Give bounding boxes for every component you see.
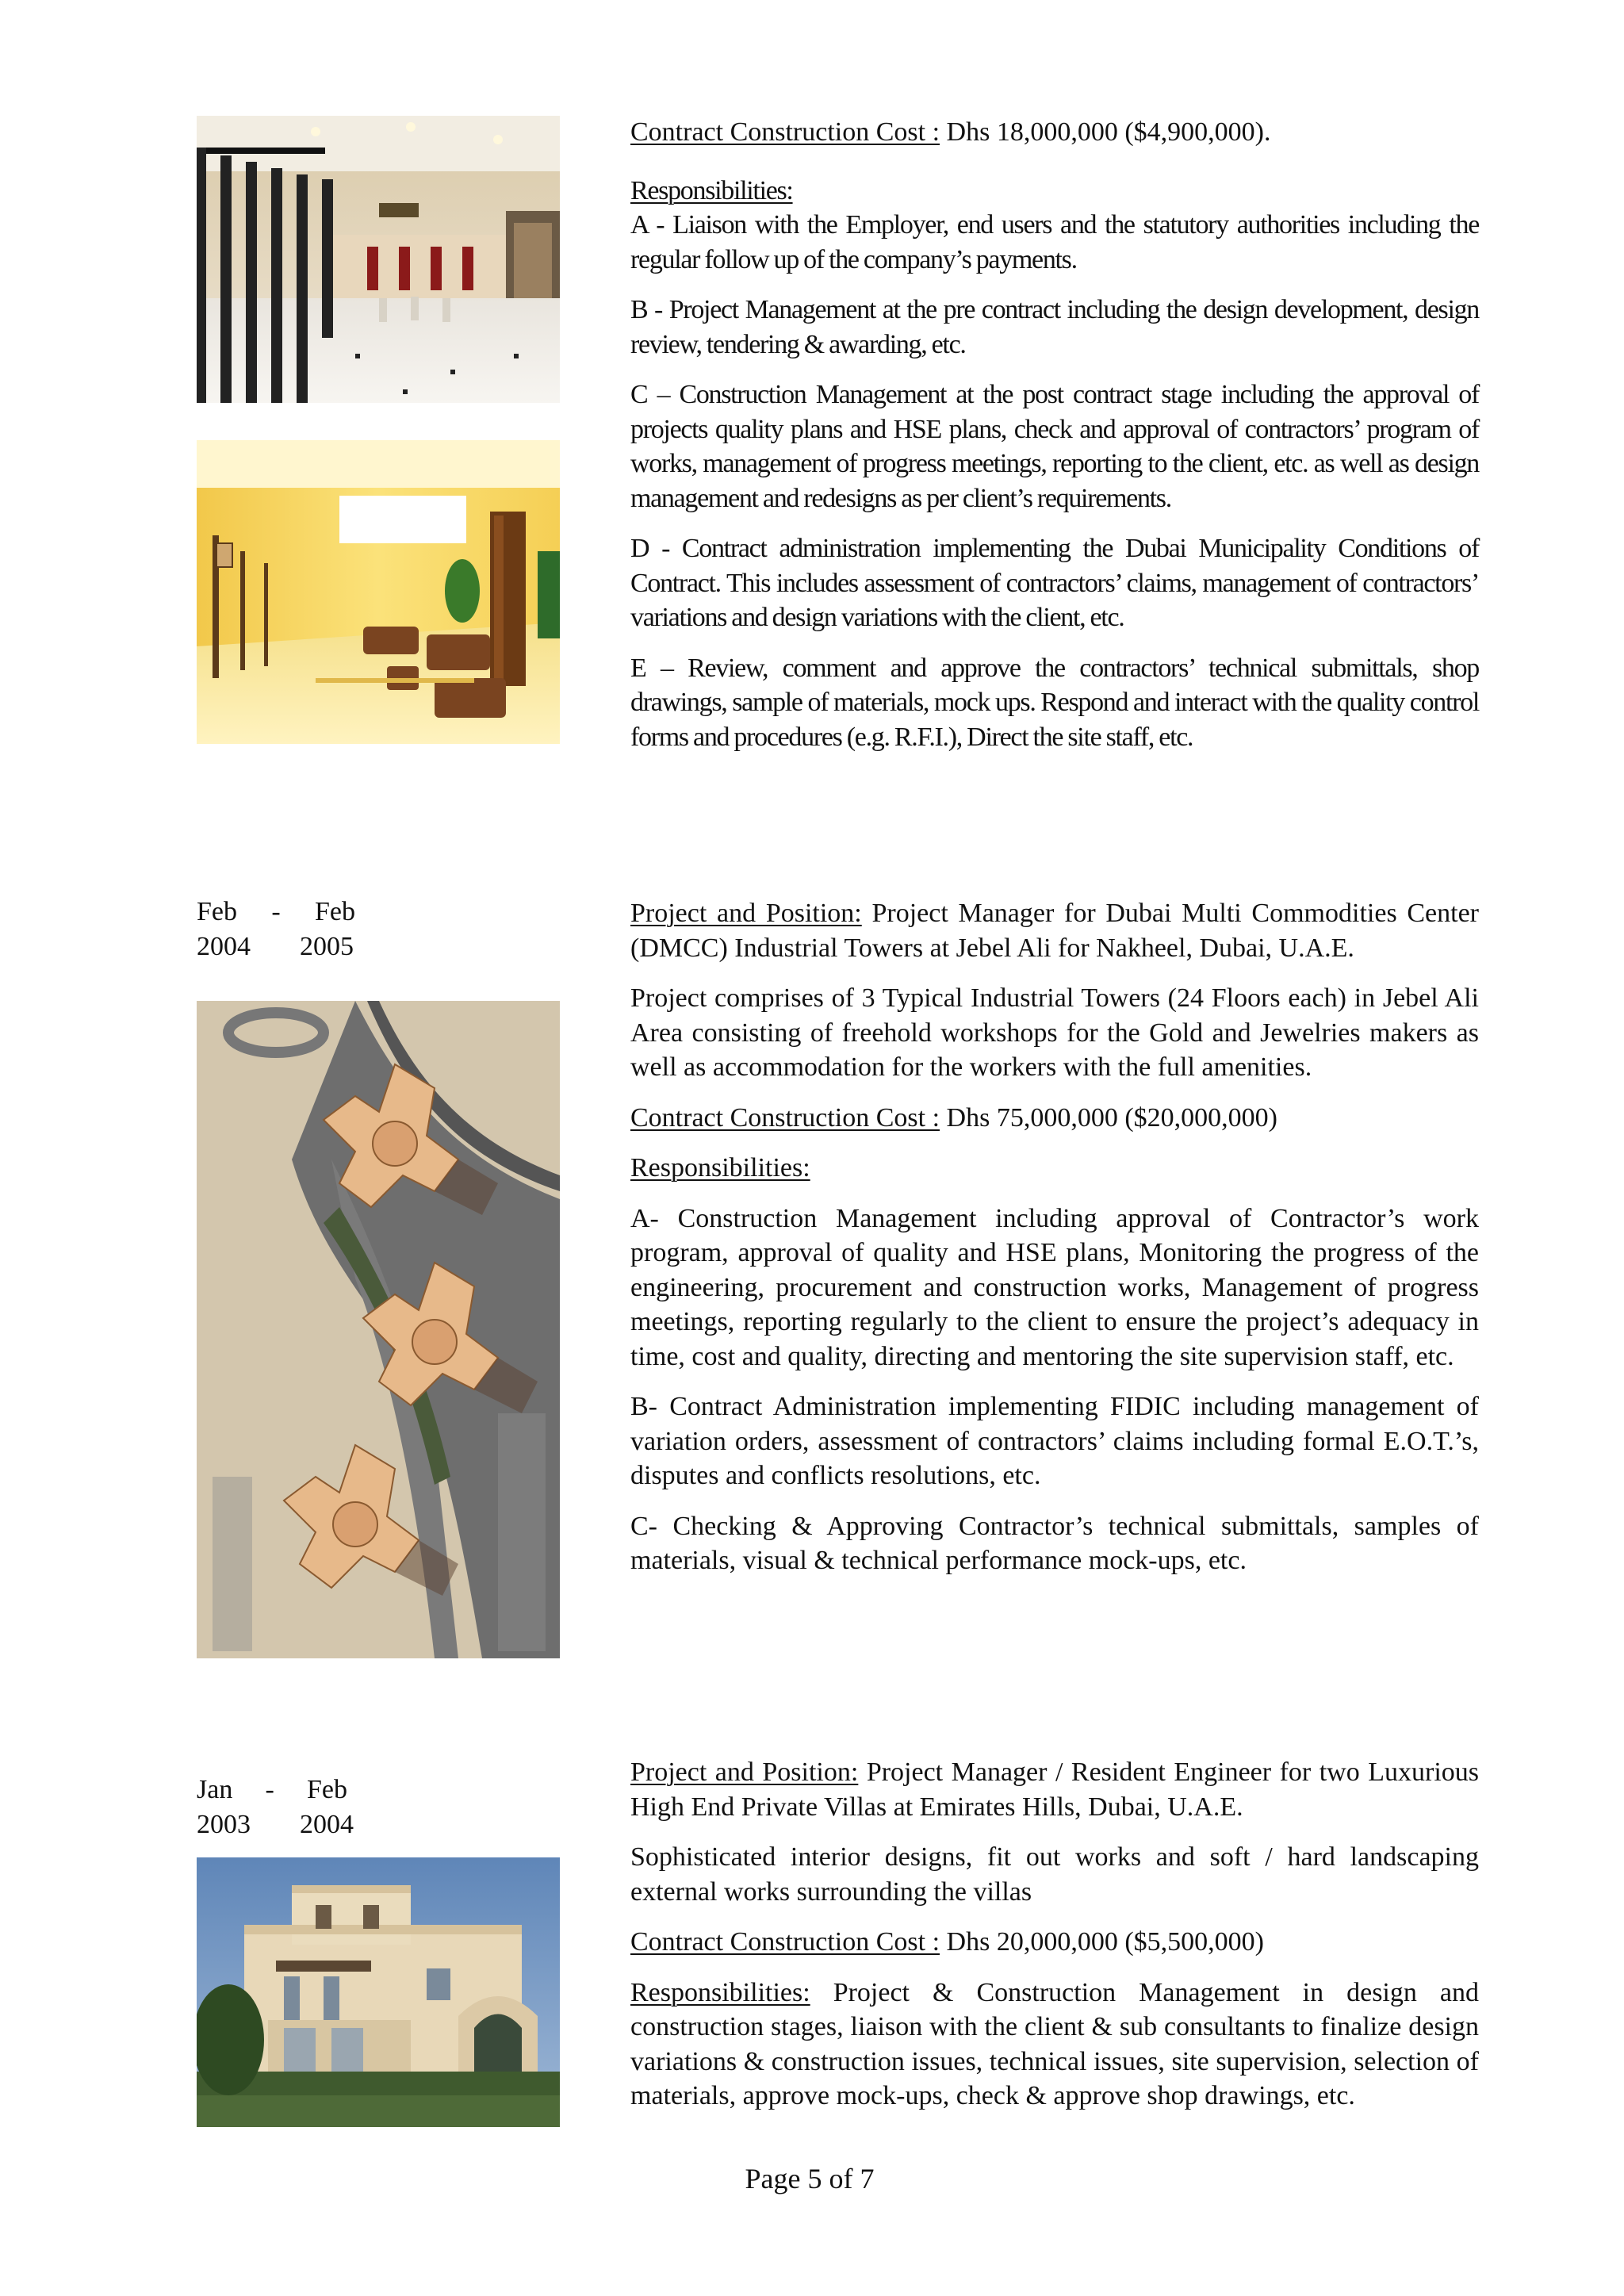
date-to-month: Feb <box>307 1775 347 1804</box>
responsibility-item: D - Contract administration implementing the Dubai Municipality Conditions of Contract. This includes assessment of contractors’ claims, management of contractors’ variations and design variations with the client, etc. <box>630 534 1479 632</box>
page-footer <box>0 2162 1624 2195</box>
cost-label: Contract Construction Cost : <box>630 1927 940 1957</box>
section-3 <box>630 1755 1479 2129</box>
photo-villa <box>197 1857 560 2127</box>
project-description: Project comprises of 3 Typical Industrial Towers (24 Floors each) in Jebel Ali Area consisting of freehold workshops for the Gold and Jewelries makers as well as accommodation for the workers with the full amenities. <box>630 983 1479 1082</box>
responsibility-item: A - Liaison with the Employer, end users and the statutory authorities including the regular follow up of the company’s payments. <box>630 210 1479 274</box>
project-description: Sophisticated interior designs, fit out works and soft / hard landscaping external works surrounding the villas <box>630 1842 1479 1907</box>
section-2 <box>630 896 1479 1594</box>
date-from-month: Jan <box>197 1775 233 1804</box>
date-range-dmcc <box>197 895 387 964</box>
date-to-year: 2005 <box>300 931 354 961</box>
photo-corridor-lounge <box>197 440 560 744</box>
cost-value: Dhs 75,000,000 ($20,000,000) <box>940 1102 1277 1133</box>
responsibility-item: C- Checking & Approving Contractor’s technical submittals, samples of materials, visual & technical performance mock-ups, etc. <box>630 1511 1479 1575</box>
date-range-villas <box>197 1773 387 1842</box>
responsibility-item: A- Construction Management including approval of Contractor’s work program, approval of quality and HSE plans, Monitoring the progress of the engineering, procurement and construction works, Management of progress meetings, reporting regularly to the client to ensure the project’s adequacy in time, cost and quality, directing and mentoring the site supervision staff, etc. <box>630 1203 1479 1371</box>
responsibility-item: C – Construction Management at the post contract stage including the approval of projects quality plans and HSE plans, check and approval of contractors’ program of works, management of progress meetings, reporting to the client, etc. as well as design management and redesigns as per client’s requirements. <box>630 380 1479 513</box>
responsibility-item: B- Contract Administration implementing FIDIC including management of variation orders, assessment of contractors’ claims including formal E.O.T.’s, disputes and conflicts resolutions, etc. <box>630 1392 1479 1490</box>
date-separator: - <box>265 1775 274 1804</box>
date-to-year: 2004 <box>300 1809 354 1839</box>
position-value: Project Manager for Dubai Multi Commodities Center (DMCC) Industrial Towers at Jebel Ali for Nakheel, Dubai, U.A.E. <box>630 899 1480 963</box>
date-from-month: Feb <box>197 897 237 926</box>
page-number: Page 5 of 7 <box>745 2163 875 2194</box>
position-label: Project and Position: <box>630 1757 859 1787</box>
date-from-year: 2003 <box>197 1809 251 1839</box>
responsibility-item: B - Project Management at the pre contract including the design development, design review, tendering & awarding, etc. <box>630 295 1479 359</box>
date-to-month: Feb <box>314 897 355 926</box>
responsibilities-label: Responsibilities: <box>630 175 793 205</box>
photo-lobby <box>197 116 560 403</box>
cost-label: Contract Construction Cost : <box>630 117 940 147</box>
responsibilities-text: Project & Construction Management in design and construction stages, liaison with the client & sub consultants to finalize design variations & construction issues, technical issues, site supervision, selection of materials, approve mock-ups, check & approve shop drawings, etc. <box>630 1977 1479 2110</box>
cost-value: Dhs 20,000,000 ($5,500,000) <box>940 1927 1264 1957</box>
responsibilities-label: Responsibilities: <box>630 1153 810 1182</box>
cost-value: Dhs 18,000,000 ($4,900,000). <box>940 117 1271 147</box>
position-value: Project Manager / Resident Engineer for two Luxurious High End Private Villas at Emirates Hills, Dubai, U.A.E. <box>630 1757 1479 1822</box>
cost-label: Contract Construction Cost : <box>630 1102 940 1133</box>
responsibility-item: E – Review, comment and approve the contractors’ technical submittals, shop drawings, sample of materials, mock ups. Respond and interact with the quality control forms and procedures (e.g. R.F.I.), Direct the site staff, etc. <box>630 653 1479 752</box>
date-separator: - <box>271 897 281 926</box>
photo-aerial-towers <box>197 1001 560 1658</box>
responsibilities-label: Responsibilities: <box>630 1977 810 2007</box>
date-from-year: 2004 <box>197 931 251 961</box>
position-label: Project and Position: <box>630 899 862 928</box>
section-1 <box>630 115 1479 770</box>
